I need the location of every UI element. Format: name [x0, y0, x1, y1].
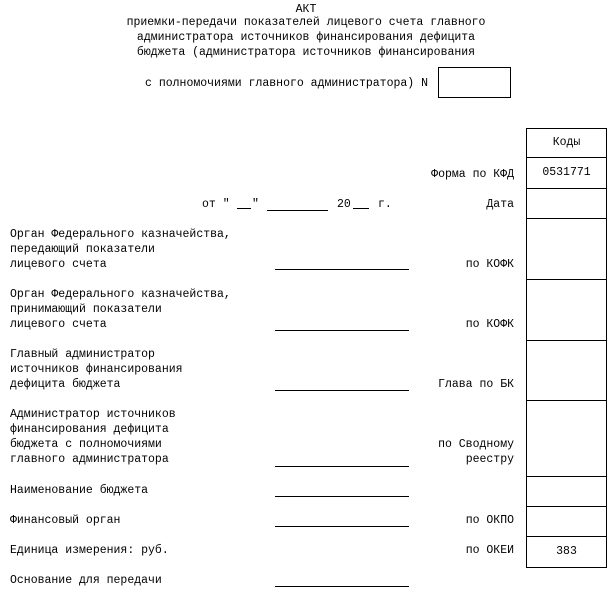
receiver-code-label: по КОФК — [465, 318, 514, 331]
admin-label-line-4: главного администратора — [10, 453, 169, 466]
unit-code-label: по ОКЕИ — [465, 544, 514, 557]
budget-name-field[interactable] — [275, 496, 409, 497]
chief-admin-label-line-2: источников финансирования — [10, 363, 183, 376]
chief-admin-label-line-3: дефицита бюджета — [10, 378, 121, 391]
okei-code: 383 — [556, 545, 577, 558]
admin-label-line-2: финансирования дефицита — [10, 423, 169, 436]
sender-label-line-1: Орган Федерального казначейства, — [10, 228, 231, 241]
form-code-cell — [526, 157, 607, 189]
document-subtitle-line-4: с полномочиями главного администратора) N — [145, 77, 428, 90]
sender-label-line-2: передающий показатели — [10, 243, 155, 256]
document-title: АКТ — [295, 3, 317, 16]
codes-header-cell — [526, 128, 607, 158]
okpo-code-cell[interactable] — [526, 506, 607, 537]
chief-admin-label-line-1: Главный администратор — [10, 348, 155, 361]
sender-label-line-3: лицевого счета — [10, 258, 107, 271]
receiver-label-line-3: лицевого счета — [10, 318, 107, 331]
receiver-label-line-1: Орган Федерального казначейства, — [10, 288, 231, 301]
sender-code-label: по КОФК — [465, 258, 514, 271]
form-code: 0531771 — [542, 166, 591, 179]
unit-label: Единица измерения: руб. — [10, 544, 169, 557]
chapter-bk-code-cell[interactable] — [526, 340, 607, 401]
date-middle: " — [252, 198, 259, 211]
okei-code-cell — [526, 536, 607, 568]
date-suffix: г. — [378, 198, 392, 211]
sender-kofk-code-cell[interactable] — [526, 218, 607, 280]
act-number-field[interactable] — [438, 67, 511, 98]
chief-admin-code-label: Глава по БК — [438, 378, 514, 391]
receiver-label-line-2: принимающий показатели — [10, 303, 162, 316]
basis-label: Основание для передачи — [10, 574, 162, 587]
document-subtitle-line-3: бюджета (администратора источников финансирования — [136, 46, 476, 59]
date-prefix: от " — [202, 198, 230, 211]
receiver-kofk-code-cell[interactable] — [526, 279, 607, 341]
date-year-prefix: 20 — [337, 198, 351, 211]
form-label: Форма по КФД — [431, 168, 514, 181]
fin-body-code-label: по ОКПО — [465, 514, 514, 527]
document-subtitle-line-2: администратора источников финансирования дефицита — [136, 31, 476, 44]
admin-code-label-line-2: реестру — [465, 453, 514, 466]
fin-body-label: Финансовый орган — [10, 514, 121, 527]
admin-label-line-3: бюджета с полномочиями — [10, 438, 162, 451]
codes-header: Коды — [552, 136, 581, 149]
admin-code-label-line-1: по Сводному — [438, 438, 514, 451]
budget-name-label: Наименование бюджета — [10, 484, 149, 497]
budget-name-code-cell[interactable] — [526, 476, 607, 507]
admin-label-line-1: Администратор источников — [10, 408, 176, 421]
document-subtitle-line-1: приемки-передачи показателей лицевого счета главного — [126, 16, 486, 29]
consolidated-registry-code-cell[interactable] — [526, 400, 607, 477]
date-code-cell[interactable] — [526, 188, 607, 219]
basis-field[interactable] — [275, 586, 409, 587]
date-label: Дата — [486, 198, 514, 211]
